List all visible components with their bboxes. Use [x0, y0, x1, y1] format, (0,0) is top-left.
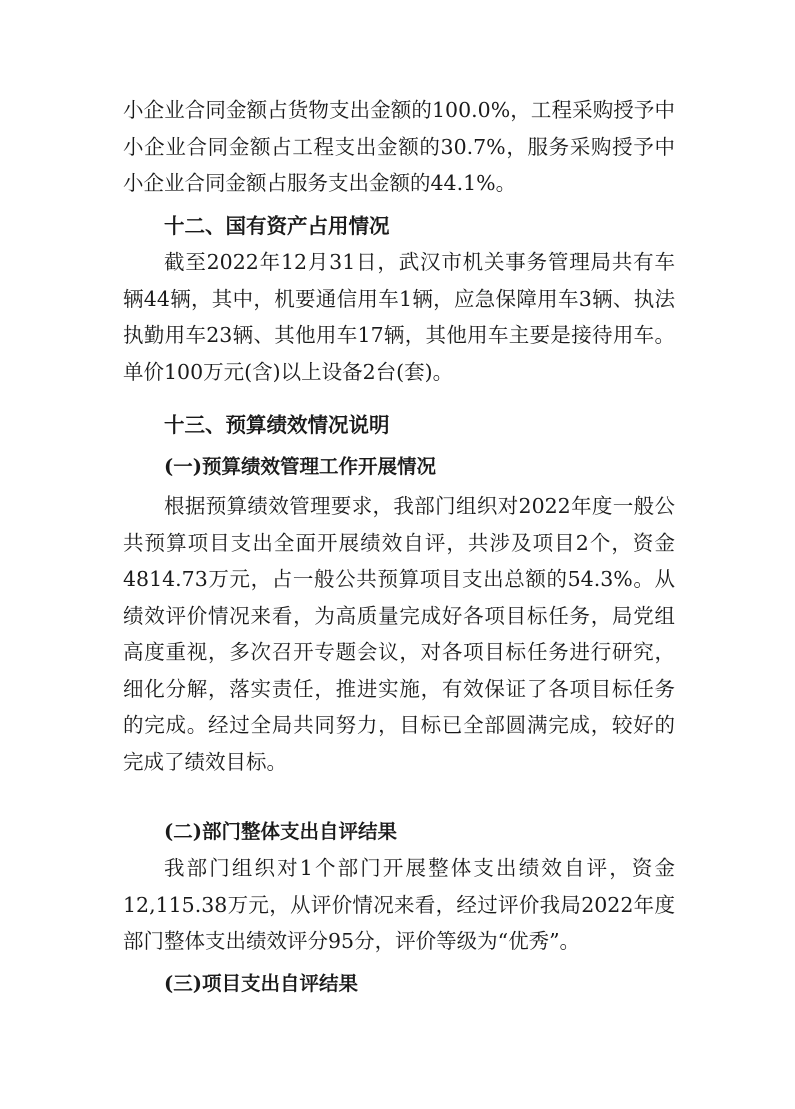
subheading-project-expenditure: (三)项目支出自评结果	[164, 972, 358, 995]
paragraph-performance-self-evaluation: 根据预算绩效管理要求，我部门组织对2022年度一般公共预算项目支出全面开展绩效自评，共涉及项目2个，资金4814.73万元，占一般公共预算项目支出总额的54.3%。从绩效评价情况来看，为高质量完成好各项目标任务，局党组高度重视，多次召开专题会议，对各项目标任务进行研究，细化分解，落实责任，推进实施，有效保证了各项目标任务的完成。经过全局共同努力，目标已全部圆满完成，较好的完成了绩效目标。	[123, 494, 675, 774]
paragraph-vehicles: 截至2022年12月31日，武汉市机关事务管理局共有车辆44辆，其中，机要通信用车1辆，应急保障用车3辆、执法执勤用车23辆、其他用车17辆，其他用车主要是接待用车。单价100万元(含)以上设备2台(套)。	[123, 250, 675, 384]
subheading-performance-management: (一)预算绩效管理工作开展情况	[164, 455, 436, 478]
heading-budget-performance: 十三、预算绩效情况说明	[164, 413, 390, 437]
heading-state-assets: 十二、国有资产占用情况	[164, 214, 390, 238]
subheading-overall-expenditure: (二)部门整体支出自评结果	[164, 820, 397, 843]
paragraph-sme-contracts: 小企业合同金额占货物支出金额的100.0%，工程采购授予中小企业合同金额占工程支出金额的30.7%，服务采购授予中小企业合同金额占服务支出金额的44.1%。	[123, 98, 675, 195]
paragraph-overall-expenditure: 我部门组织对1个部门开展整体支出绩效自评，资金12,115.38万元，从评价情况来看，经过评价我局2022年度部门整体支出绩效评分95分，评价等级为“优秀”。	[123, 856, 675, 953]
